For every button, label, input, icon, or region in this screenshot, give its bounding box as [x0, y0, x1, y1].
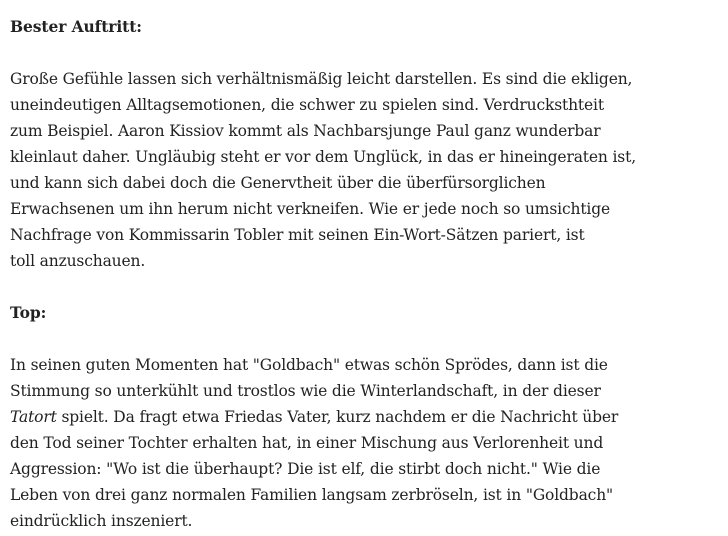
spacer — [10, 326, 710, 352]
text-line: Stimmung so unterkühlt und trostlos wie die Winterlandschaft, in der dieser — [10, 382, 601, 400]
text-line: uneindeutigen Alltagsemotionen, die schwer zu spielen sind. Verdrucksthteit — [10, 96, 604, 114]
text-line: Große Gefühle lassen sich verhältnismäßig leicht darstellen. Es sind die ekligen, — [10, 70, 633, 88]
spacer — [10, 40, 710, 66]
text-line: Nachfrage von Kommissarin Tobler mit seinen Ein-Wort-Sätzen pariert, ist — [10, 226, 585, 244]
italic-title: Tatort — [10, 408, 57, 426]
article-body — [10, 14, 710, 534]
section-heading-best-performance: Bester Auftritt: — [10, 17, 142, 36]
text-line-rest: spielt. Da fragt etwa Friedas Vater, kurz nachdem er die Nachricht über — [56, 408, 619, 426]
text-line: den Tod seiner Tochter erhalten hat, in einer Mischung aus Verlorenheit und — [10, 434, 604, 452]
text-line: Aggression: "Wo ist die überhaupt? Die ist elf, die stirbt doch nicht." Wie die — [10, 460, 601, 478]
text-line: toll anzuschauen. — [10, 252, 146, 270]
paragraph-best-performance — [10, 66, 710, 274]
text-line — [10, 404, 710, 430]
text-line: und kann sich dabei doch die Genervtheit über die überfürsorglichen — [10, 174, 546, 192]
text-line: zum Beispiel. Aaron Kissiov kommt als Nachbarsjunge Paul ganz wunderbar — [10, 122, 601, 140]
paragraph-top — [10, 352, 710, 534]
text-line: eindrücklich inszeniert. — [10, 512, 193, 530]
text-line: In seinen guten Momenten hat "Goldbach" etwas schön Sprödes, dann ist die — [10, 356, 608, 374]
text-line: kleinlaut daher. Ungläubig steht er vor dem Unglück, in das er hineingeraten ist, — [10, 148, 636, 166]
text-line: Erwachsenen um ihn herum nicht verkneifen. Wie er jede noch so umsichtige — [10, 200, 610, 218]
spacer — [10, 274, 710, 300]
text-line: Leben von drei ganz normalen Familien langsam zerbröseln, ist in "Goldbach" — [10, 486, 614, 504]
section-heading-top: Top: — [10, 303, 47, 322]
